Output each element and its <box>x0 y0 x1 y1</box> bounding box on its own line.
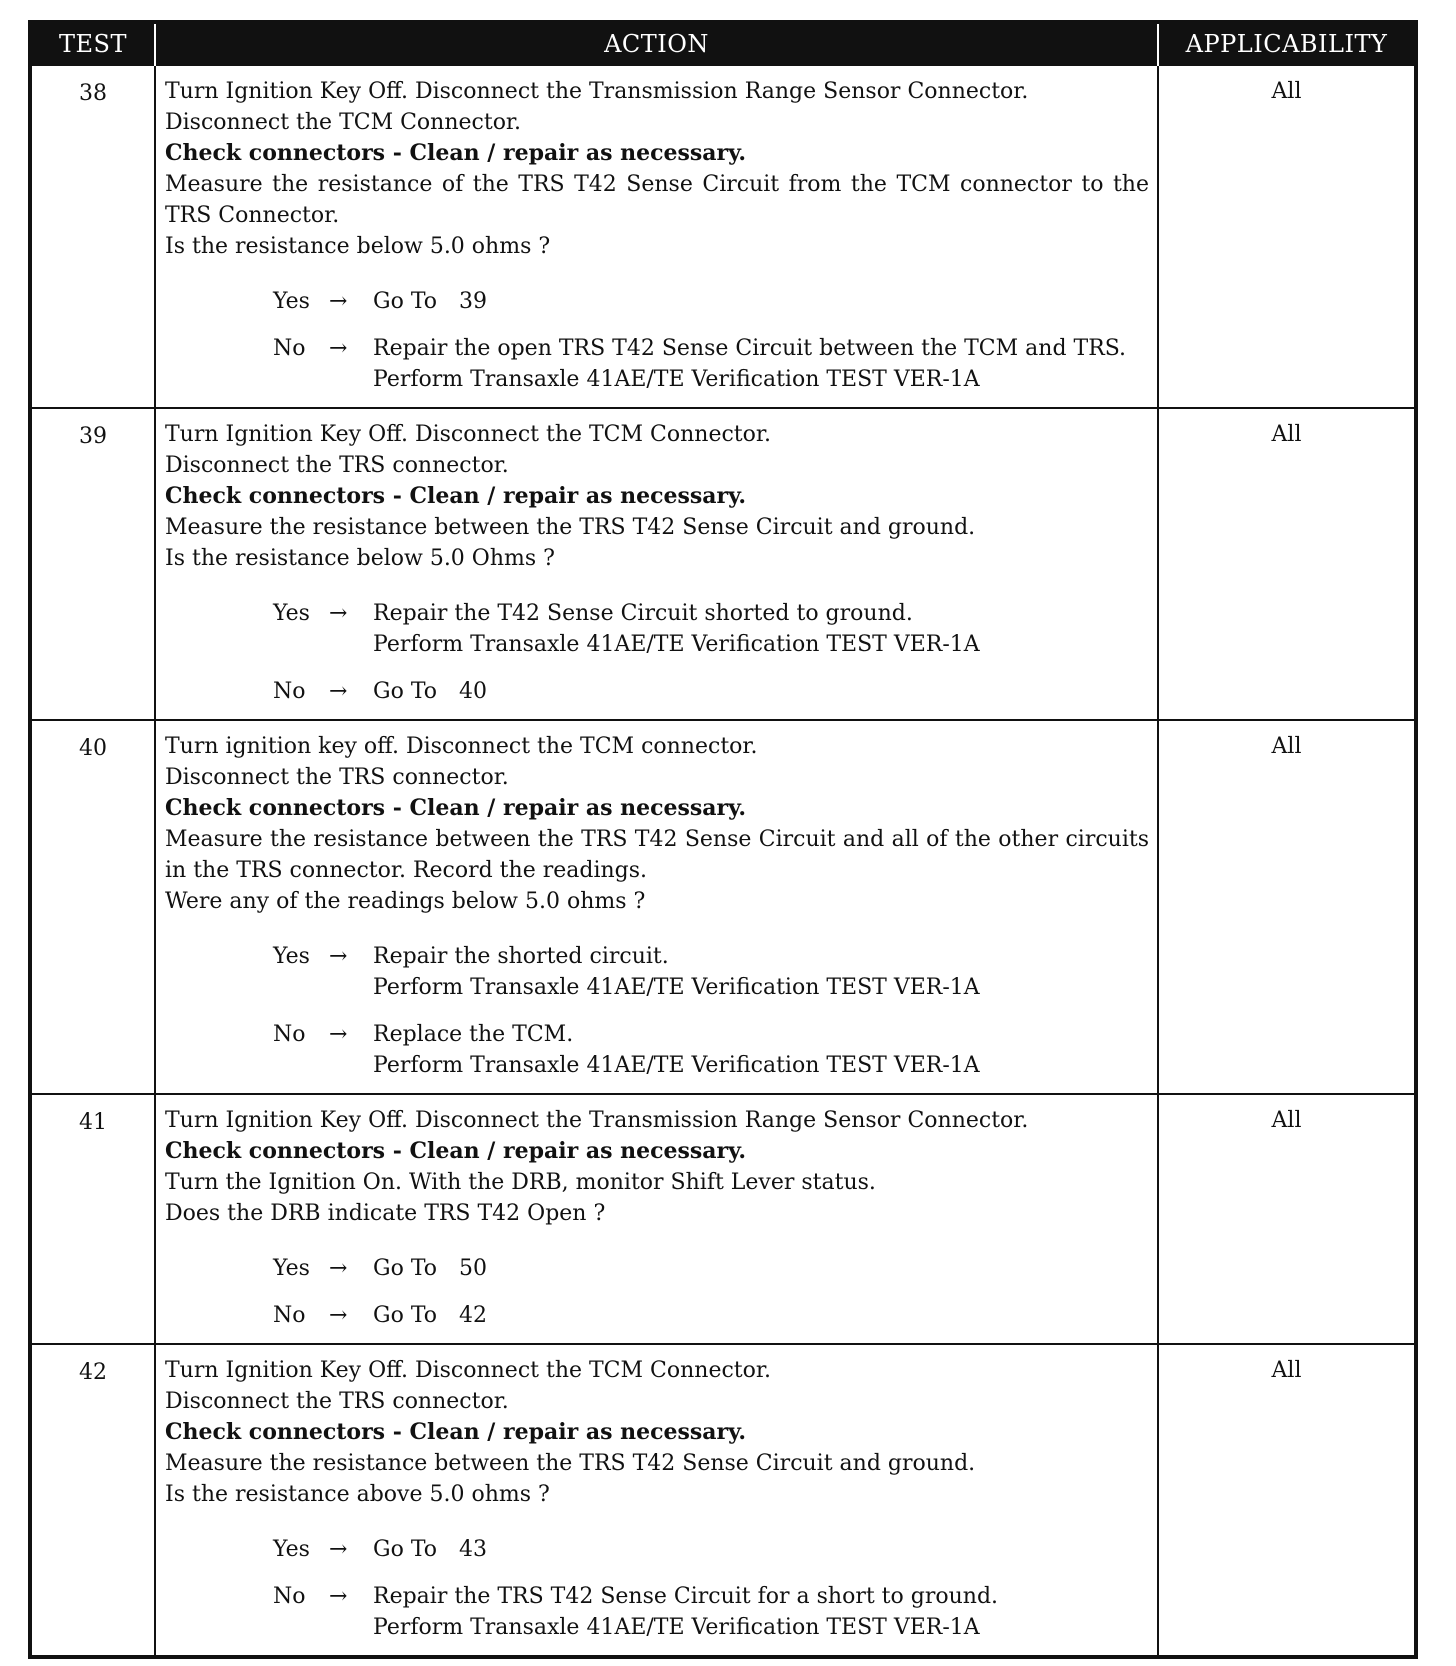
instruction-line: Turn Ignition Key Off. Disconnect the TCM Connector. <box>165 422 771 447</box>
header-test: TEST <box>30 22 155 65</box>
outcome-body <box>373 1019 1149 1081</box>
instruction-line: Were any of the readings below 5.0 ohms ? <box>165 889 646 914</box>
arrow-icon: → <box>329 1022 348 1047</box>
arrow-icon: → <box>329 1256 348 1281</box>
instruction-emphasis: Check connectors - Clean / repair as necessary. <box>165 140 747 166</box>
outcome-line: Repair the TRS T42 Sense Circuit for a short to ground. <box>373 1584 999 1609</box>
outcome-line: Repair the shorted circuit. <box>373 944 669 969</box>
test-row-40 <box>30 720 1416 1094</box>
applicability-value: All <box>1158 1094 1416 1344</box>
arrow-icon: → <box>329 336 348 361</box>
goto-label: Go To <box>373 1303 438 1328</box>
action-cell <box>155 65 1158 408</box>
diagnostic-test-table <box>28 20 1418 1659</box>
arrow-icon: → <box>329 289 348 314</box>
instruction-emphasis: Check connectors - Clean / repair as necessary. <box>165 483 747 509</box>
instruction-line: Disconnect the TRS connector. <box>165 1389 509 1414</box>
table-header <box>30 22 1416 65</box>
outcome-yes <box>165 941 1149 1003</box>
outcome-yes <box>165 1534 1149 1565</box>
outcome-label: Yes <box>273 601 310 626</box>
test-number: 41 <box>30 1094 155 1344</box>
outcome-body <box>373 1253 1149 1284</box>
test-row-42 <box>30 1344 1416 1657</box>
test-number: 39 <box>30 408 155 720</box>
outcome-label: No <box>273 336 306 361</box>
outcome-label: Yes <box>273 289 310 314</box>
outcome-label: No <box>273 679 306 704</box>
goto-label: Go To <box>373 1256 438 1281</box>
outcome-line: Repair the T42 Sense Circuit shorted to ground. <box>373 601 913 626</box>
goto-test-number: 39 <box>459 289 488 314</box>
instruction-emphasis: Check connectors - Clean / repair as necessary. <box>165 795 747 821</box>
instruction-line: Is the resistance above 5.0 ohms ? <box>165 1482 550 1507</box>
test-number: 38 <box>30 65 155 408</box>
goto-test-number: 42 <box>459 1303 488 1328</box>
outcome-body <box>373 1300 1149 1331</box>
goto-reference <box>373 1253 487 1284</box>
outcome-line: Perform Transaxle 41AE/TE Verification TEST VER-1A <box>373 975 980 1000</box>
outcome-no <box>165 676 1149 707</box>
outcome-body <box>373 1581 1149 1643</box>
action-cell <box>155 1344 1158 1657</box>
instruction-line: Disconnect the TRS connector. <box>165 765 509 790</box>
arrow-icon: → <box>329 679 348 704</box>
test-number: 42 <box>30 1344 155 1657</box>
outcome-body <box>373 676 1149 707</box>
instruction-line: Measure the resistance between the TRS T42 Sense Circuit and ground. <box>165 1451 976 1476</box>
test-row-41 <box>30 1094 1416 1344</box>
instruction-line: Measure the resistance of the TRS T42 Sense Circuit from the TCM connector to the TRS Connector. <box>165 172 1149 228</box>
instruction-line: Turn the Ignition On. With the DRB, monitor Shift Lever status. <box>165 1170 876 1195</box>
outcome-label: Yes <box>273 944 310 969</box>
outcome-no <box>165 1300 1149 1331</box>
test-number: 40 <box>30 720 155 1094</box>
goto-reference <box>373 286 487 317</box>
action-cell <box>155 720 1158 1094</box>
header-applicability: APPLICABILITY <box>1158 22 1416 65</box>
outcome-label: Yes <box>273 1537 310 1562</box>
instruction-line: Turn Ignition Key Off. Disconnect the TCM Connector. <box>165 1358 771 1383</box>
outcome-line: Perform Transaxle 41AE/TE Verification TEST VER-1A <box>373 632 980 657</box>
goto-reference <box>373 1534 487 1565</box>
outcome-label: Yes <box>273 1256 310 1281</box>
applicability-value: All <box>1158 408 1416 720</box>
instruction-emphasis: Check connectors - Clean / repair as necessary. <box>165 1419 747 1445</box>
outcome-no <box>165 1019 1149 1081</box>
arrow-icon: → <box>329 1584 348 1609</box>
instruction-line: Turn Ignition Key Off. Disconnect the Transmission Range Sensor Connector. <box>165 1108 1029 1133</box>
goto-test-number: 40 <box>459 679 488 704</box>
instruction-line: Is the resistance below 5.0 Ohms ? <box>165 546 555 571</box>
outcome-label: No <box>273 1584 306 1609</box>
arrow-icon: → <box>329 1537 348 1562</box>
instruction-line: Disconnect the TRS connector. <box>165 453 509 478</box>
action-cell <box>155 1094 1158 1344</box>
outcome-line: Repair the open TRS T42 Sense Circuit between the TCM and TRS. <box>373 336 1127 361</box>
instruction-line: Disconnect the TCM Connector. <box>165 110 522 135</box>
instruction-line: Does the DRB indicate TRS T42 Open ? <box>165 1201 606 1226</box>
header-row <box>30 22 1416 65</box>
instruction-line: Turn Ignition Key Off. Disconnect the Transmission Range Sensor Connector. <box>165 79 1029 104</box>
diagnostic-table-container <box>28 20 1414 1659</box>
outcome-line: Replace the TCM. <box>373 1022 574 1047</box>
instruction-line: Is the resistance below 5.0 ohms ? <box>165 234 551 259</box>
action-cell <box>155 408 1158 720</box>
instruction-line: Turn ignition key off. Disconnect the TCM connector. <box>165 734 758 759</box>
applicability-value: All <box>1158 65 1416 408</box>
outcome-line: Perform Transaxle 41AE/TE Verification TEST VER-1A <box>373 1053 980 1078</box>
outcome-yes <box>165 286 1149 317</box>
outcome-label: No <box>273 1022 306 1047</box>
header-action: ACTION <box>155 22 1158 65</box>
goto-label: Go To <box>373 289 438 314</box>
outcome-label: No <box>273 1303 306 1328</box>
test-row-39 <box>30 408 1416 720</box>
instruction-line: Measure the resistance between the TRS T42 Sense Circuit and all of the other circuits in the TRS connector. Record the readings. <box>165 827 1149 883</box>
outcome-yes <box>165 598 1149 660</box>
outcome-no <box>165 1581 1149 1643</box>
outcome-body <box>373 1534 1149 1565</box>
instruction-emphasis: Check connectors - Clean / repair as necessary. <box>165 1138 747 1164</box>
outcome-body <box>373 286 1149 317</box>
goto-reference <box>373 1300 487 1331</box>
table-body <box>30 65 1416 1657</box>
outcome-body <box>373 941 1149 1003</box>
arrow-icon: → <box>329 601 348 626</box>
outcome-yes <box>165 1253 1149 1284</box>
arrow-icon: → <box>329 1303 348 1328</box>
outcome-line: Perform Transaxle 41AE/TE Verification TEST VER-1A <box>373 1615 980 1640</box>
test-row-38 <box>30 65 1416 408</box>
arrow-icon: → <box>329 944 348 969</box>
goto-test-number: 50 <box>459 1256 488 1281</box>
applicability-value: All <box>1158 1344 1416 1657</box>
outcome-line: Perform Transaxle 41AE/TE Verification TEST VER-1A <box>373 367 980 392</box>
outcome-body <box>373 333 1149 395</box>
goto-label: Go To <box>373 679 438 704</box>
outcome-body <box>373 598 1149 660</box>
goto-label: Go To <box>373 1537 438 1562</box>
instruction-line: Measure the resistance between the TRS T42 Sense Circuit and ground. <box>165 515 976 540</box>
goto-test-number: 43 <box>459 1537 488 1562</box>
applicability-value: All <box>1158 720 1416 1094</box>
goto-reference <box>373 676 487 707</box>
outcome-no <box>165 333 1149 395</box>
